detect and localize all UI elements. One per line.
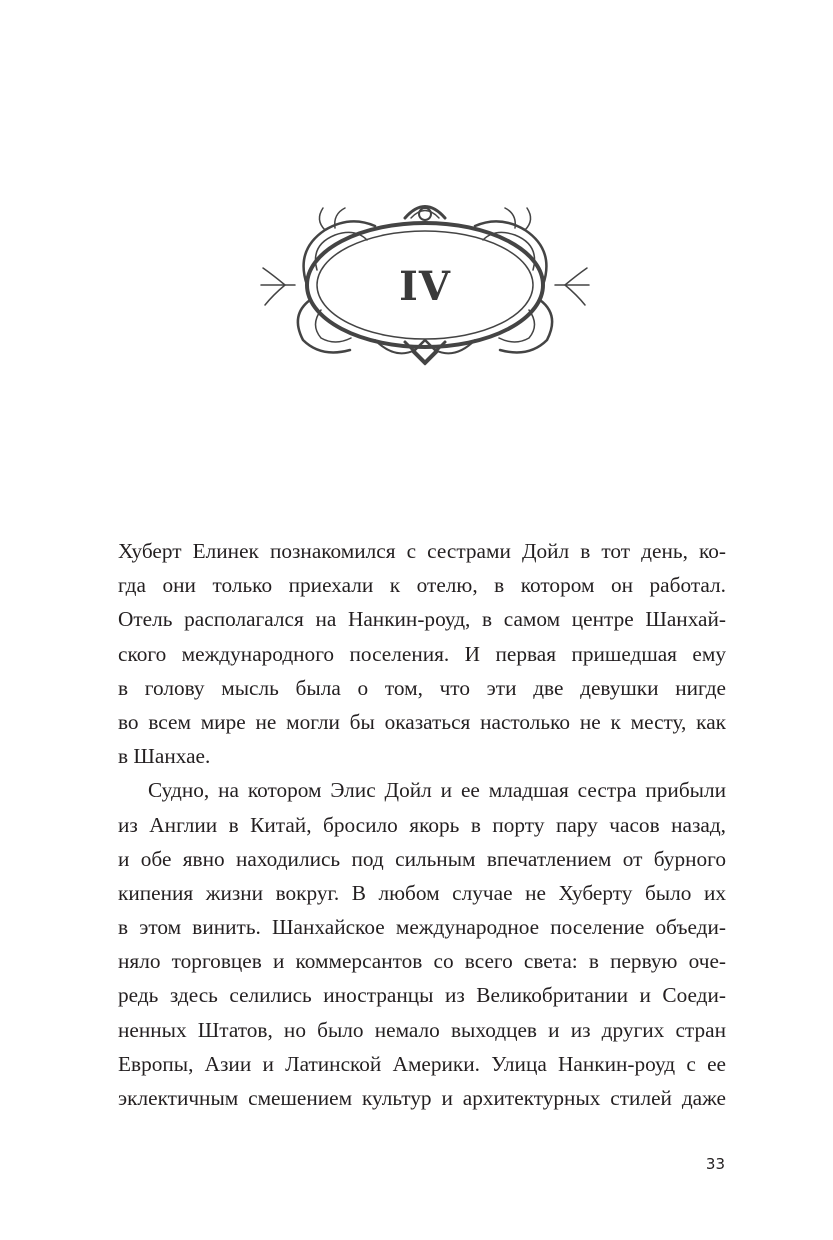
text-line: гда они только приехали к отелю, в котором он работал. xyxy=(118,573,726,598)
text-line: ского международного поселения. И первая пришедшая ему xyxy=(118,641,726,666)
text-line: няло торговцев и коммерсантов со всего света: в первую оче- xyxy=(118,949,726,974)
text-line: редь здесь селились иностранцы из Великобритании и Соеди- xyxy=(118,983,726,1008)
text-line: и обе явно находились под сильным впечатлением от бурного xyxy=(118,846,726,871)
text-line: кипения жизни вокруг. В любом случае не Хуберту было их xyxy=(118,880,726,905)
text-line: в голову мысль была о том, что эти две девушки нигде xyxy=(118,675,726,700)
text-line: во всем мире не могли бы оказаться настолько не к месту, как xyxy=(118,709,726,734)
text-line: Европы, Азии и Латинской Америки. Улица Нанкин-роуд с ее xyxy=(118,1051,726,1076)
paragraph xyxy=(118,773,726,1115)
text-line: эклектичным смешением культур и архитектурных стилей даже xyxy=(118,1086,726,1110)
page-number: 33 xyxy=(705,1155,725,1173)
text-line: Отель располагался на Нанкин-роуд, в самом центре Шанхай- xyxy=(118,607,726,632)
text-line: в этом винить. Шанхайское международное поселение объеди- xyxy=(118,915,726,940)
paragraph xyxy=(118,534,726,773)
text-line: в Шанхае. xyxy=(118,744,211,769)
chapter-body-text xyxy=(118,534,726,1115)
text-line: ненных Штатов, но было немало выходцев и из других стран xyxy=(118,1017,726,1042)
text-line: Судно, на котором Элис Дойл и ее младшая сестра прибыли xyxy=(148,778,726,803)
chapter-number: IV xyxy=(399,263,451,310)
text-line: из Англии в Китай, бросило якорь в порту пару часов назад, xyxy=(118,812,726,837)
chapter-ornament-frame xyxy=(255,190,595,380)
text-line: Хуберт Елинек познакомился с сестрами Дойл в тот день, ко- xyxy=(118,539,726,563)
